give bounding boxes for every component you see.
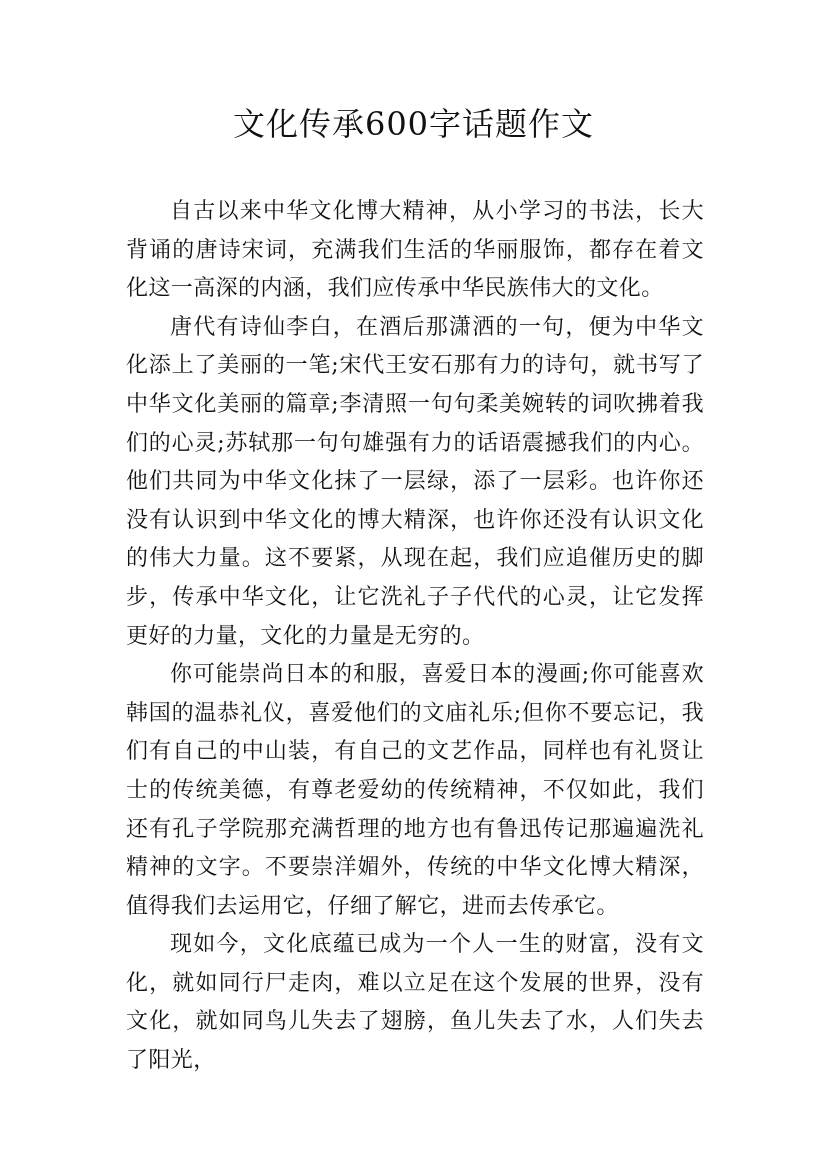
document-title: 文化传承600字话题作文: [232, 105, 595, 143]
paragraph-4: 现如今，文化底蕴已成为一个人一生的财富，没有文化，就如同行尸走肉，难以立足在这个发展的世界，没有文化，就如同鸟儿失去了翅膀，鱼儿失去了水，人们失去了阳光，: [126, 932, 704, 1074]
paragraph-1: 自古以来中华文化博大精神，从小学习的书法，长大背诵的唐诗宋词，充满我们生活的华丽服饰，都存在着文化这一高深的内涵，我们应传承中华民族伟大的文化。: [126, 199, 704, 302]
paragraph-3: 你可能崇尚日本的和服，喜爱日本的漫画;你可能喜欢韩国的温恭礼仪，喜爱他们的文庙礼乐;但你不要忘记，我们有自己的中山装，有自己的文艺作品，同样也有礼贤让士的传统美德，有尊老爱幼的传统精神，不仅如此，我们还有孔子学院那充满哲理的地方也有鲁迅传记那遍遍洗礼精神的文字。不要崇洋媚外，传统的中华文化博大精深，值得我们去运用它，仔细了解它，进而去传承它。: [126, 662, 704, 919]
paragraph-2: 唐代有诗仙李白，在酒后那潇洒的一句，便为中华文化添上了美丽的一笔;宋代王安石那有力的诗句，就书写了中华文化美丽的篇章;李清照一句句柔美婉转的词吹拂着我们的心灵;苏轼那一句句雄强有力的话语震撼我们的内心。他们共同为中华文化抹了一层绿，添了一层彩。也许你还没有认识到中华文化的博大精深，也许你还没有认识文化的伟大力量。这不要紧，从现在起，我们应追催历史的脚步，传承中华文化，让它洗礼子子代代的心灵，让它发挥更好的力量，文化的力量是无穷的。: [126, 314, 704, 649]
document-body: [126, 193, 704, 1081]
